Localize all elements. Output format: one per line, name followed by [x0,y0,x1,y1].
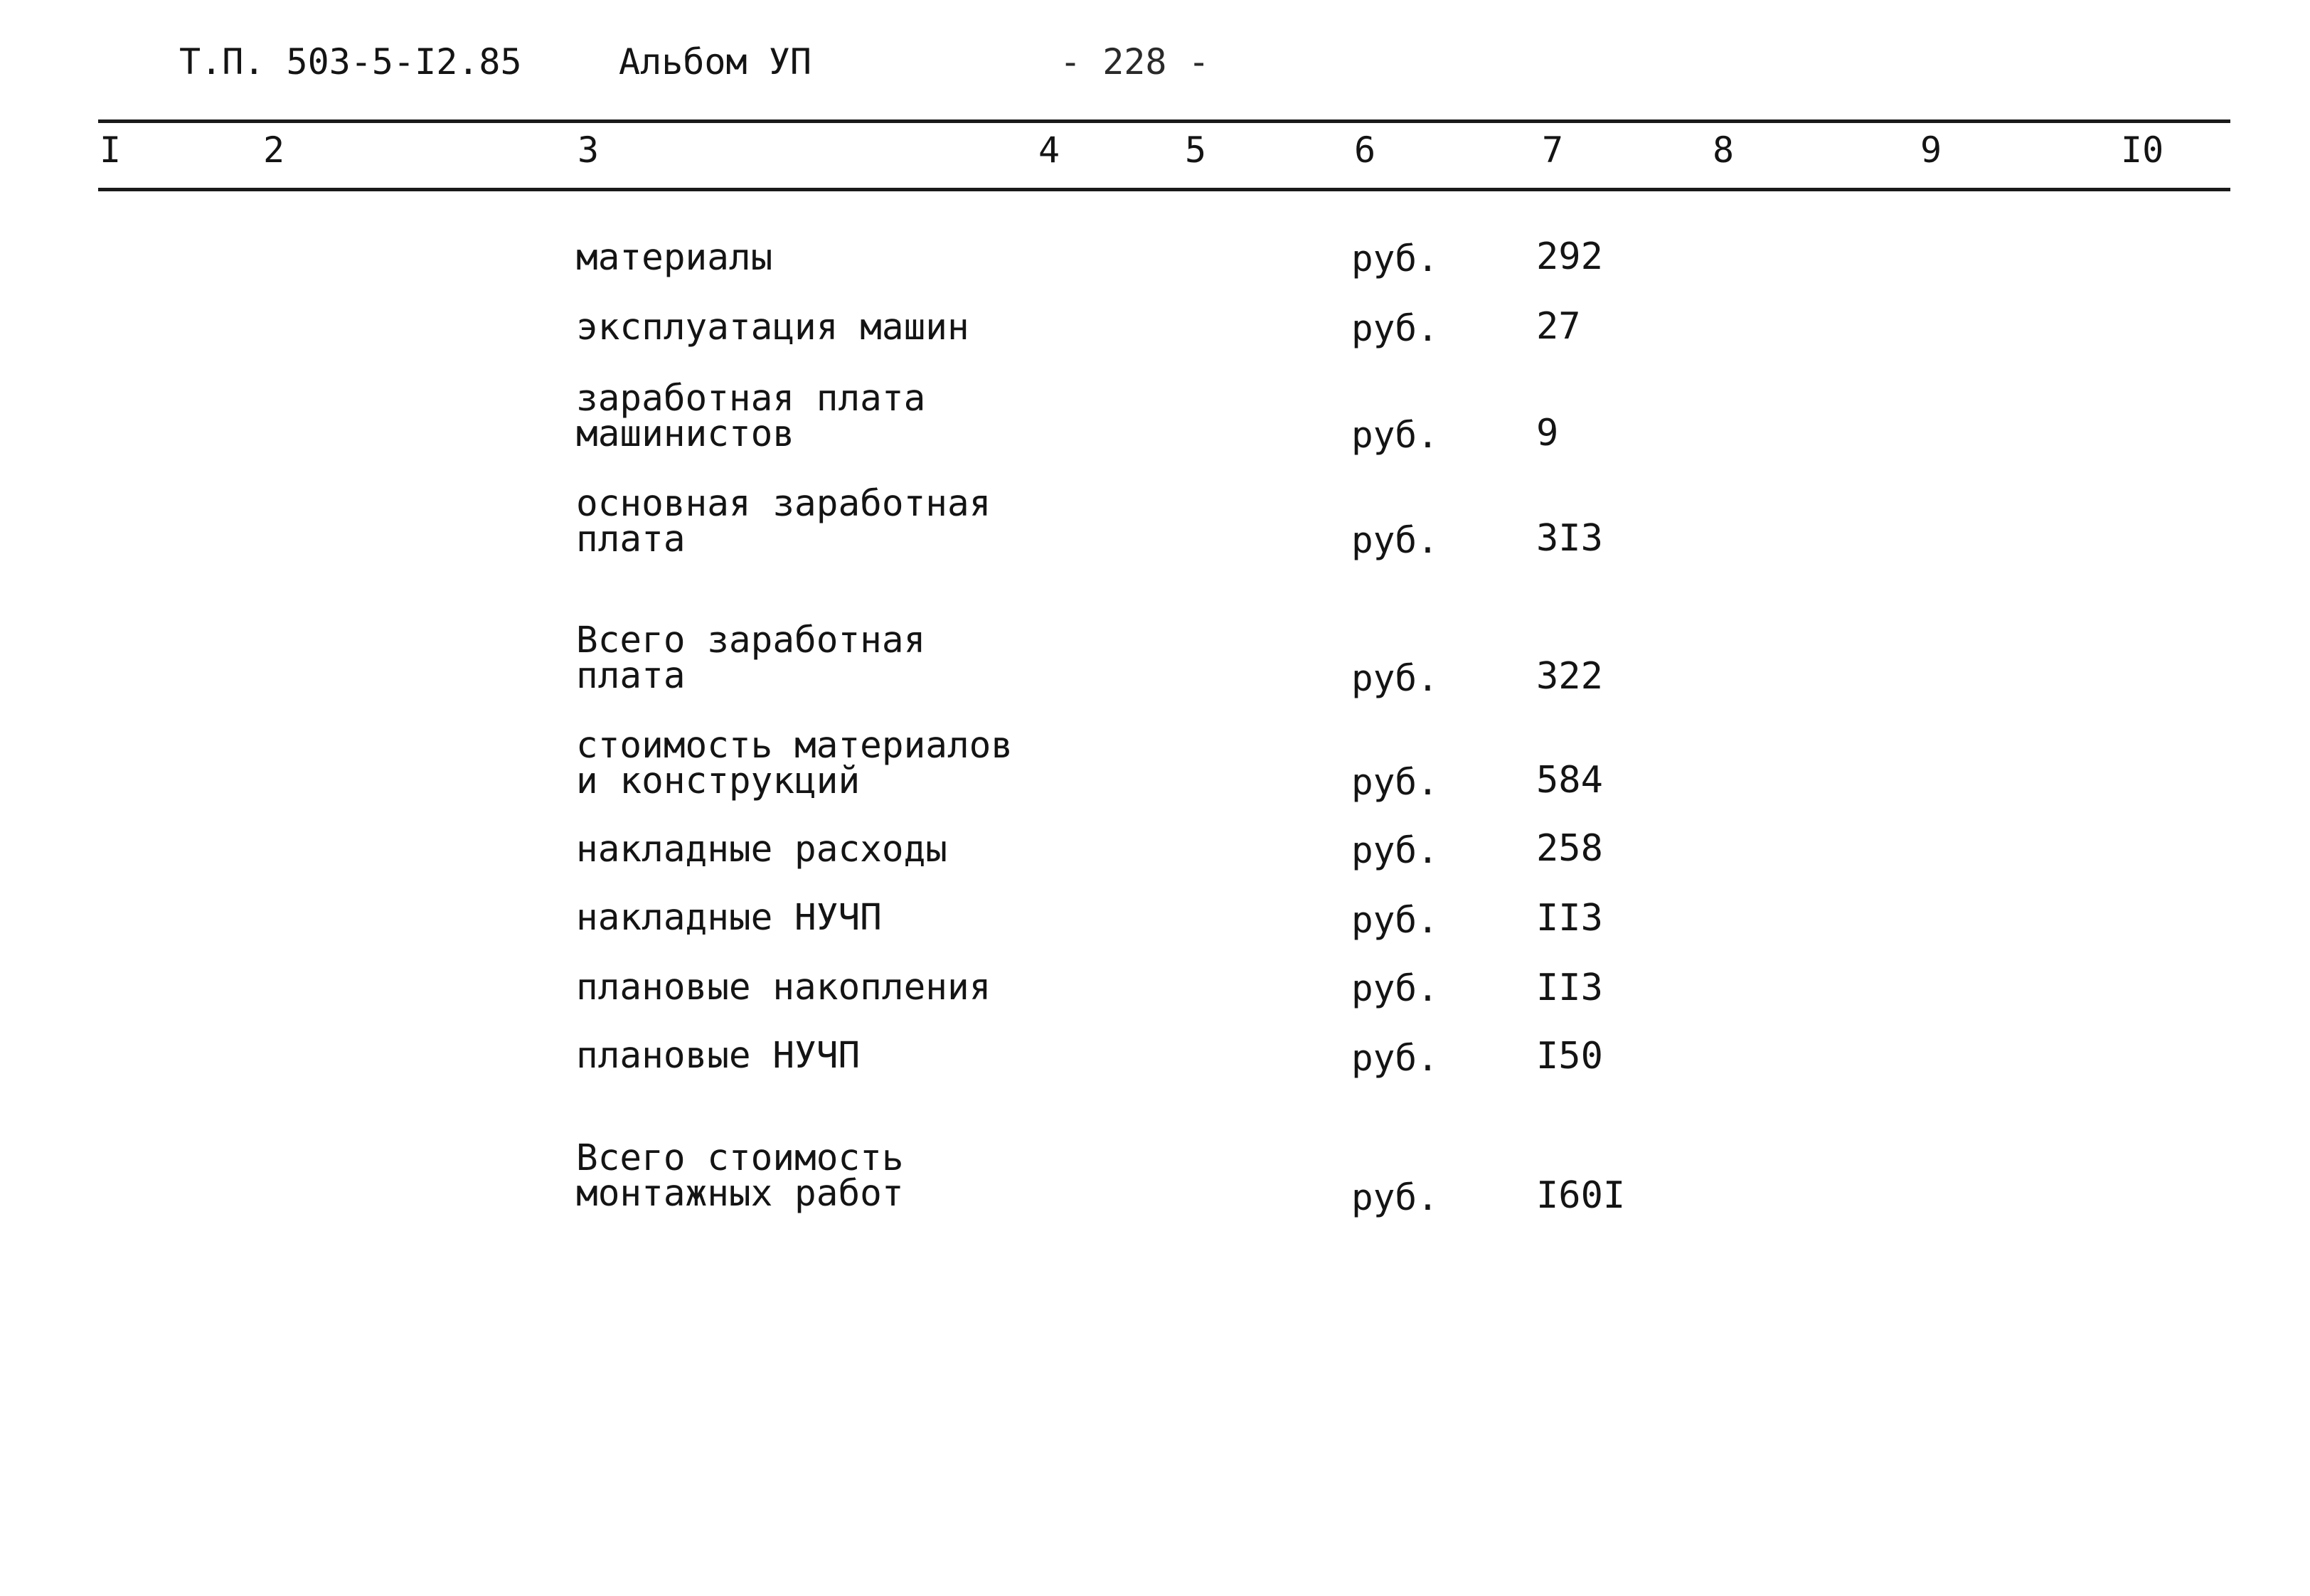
row-description [576,619,926,697]
row-description [576,1137,904,1215]
page-number: - 228 - [1060,41,1210,83]
row-unit: руб. [1351,520,1439,562]
row-description [576,897,882,939]
row-value: II3 [1536,897,1603,940]
row-description-line: плановые накопления [576,967,991,1009]
column-number-4: 4 [1038,129,1060,171]
column-number-9: 9 [1920,129,1942,171]
row-description-line: машинистов [576,413,795,455]
row-description-line: Всего заработная [576,619,926,661]
row-value: I50 [1536,1035,1603,1078]
column-number-7: 7 [1542,129,1564,171]
column-number-3: 3 [578,129,600,171]
row-value: 27 [1536,305,1581,348]
row-description [576,829,947,871]
row-description-line: материалы [576,237,773,279]
row-unit: руб. [1351,968,1439,1010]
row-description-line: плата [576,518,686,560]
row-description-line: эксплуатация машин [576,307,969,349]
row-value: II3 [1536,967,1603,1009]
row-unit: руб. [1351,830,1439,872]
row-description [576,237,773,279]
row-description [576,967,991,1009]
column-number-6: 6 [1354,129,1376,171]
row-value: 258 [1536,827,1603,870]
row-value: I60I [1536,1174,1626,1217]
row-value: 322 [1536,655,1603,698]
row-description-line: плата [576,655,686,697]
column-number-5: 5 [1185,129,1207,171]
row-unit: руб. [1351,762,1439,804]
header-rule-bottom [98,188,2230,191]
row-unit: руб. [1351,308,1439,350]
row-unit: руб. [1351,1038,1439,1080]
row-description [576,378,926,455]
row-value: 292 [1536,235,1603,278]
row-description [576,1035,861,1077]
row-value: 9 [1536,412,1559,454]
row-value: 3I3 [1536,517,1603,560]
row-unit: руб. [1351,415,1439,457]
header-rule-top [98,119,2230,123]
row-unit: руб. [1351,900,1439,942]
column-number-8: 8 [1713,129,1735,171]
document-code: Т.П. 503-5-I2.85 [179,41,522,83]
column-number-10: I0 [2121,129,2164,171]
column-number-2: 2 [263,129,285,171]
column-number-1: I [100,129,122,171]
row-value: 584 [1536,759,1603,802]
row-description-line: заработная плата [576,378,926,420]
row-description-line: монтажных работ [576,1173,904,1215]
row-unit: руб. [1351,1177,1439,1219]
row-description-line: Всего стоимость [576,1137,904,1179]
row-description-line: плановые НУЧП [576,1035,861,1077]
row-description-line: накладные НУЧП [576,897,882,939]
row-unit: руб. [1351,658,1439,700]
row-description [576,307,969,349]
album-label: Альбом УП [619,41,811,83]
row-description [576,725,1013,802]
row-description-line: основная заработная [576,483,991,525]
row-unit: руб. [1351,238,1439,280]
row-description-line: стоимость материалов [576,725,1013,767]
row-description [576,483,991,560]
row-description-line: накладные расходы [576,829,947,871]
row-description-line: и конструкций [576,760,861,802]
